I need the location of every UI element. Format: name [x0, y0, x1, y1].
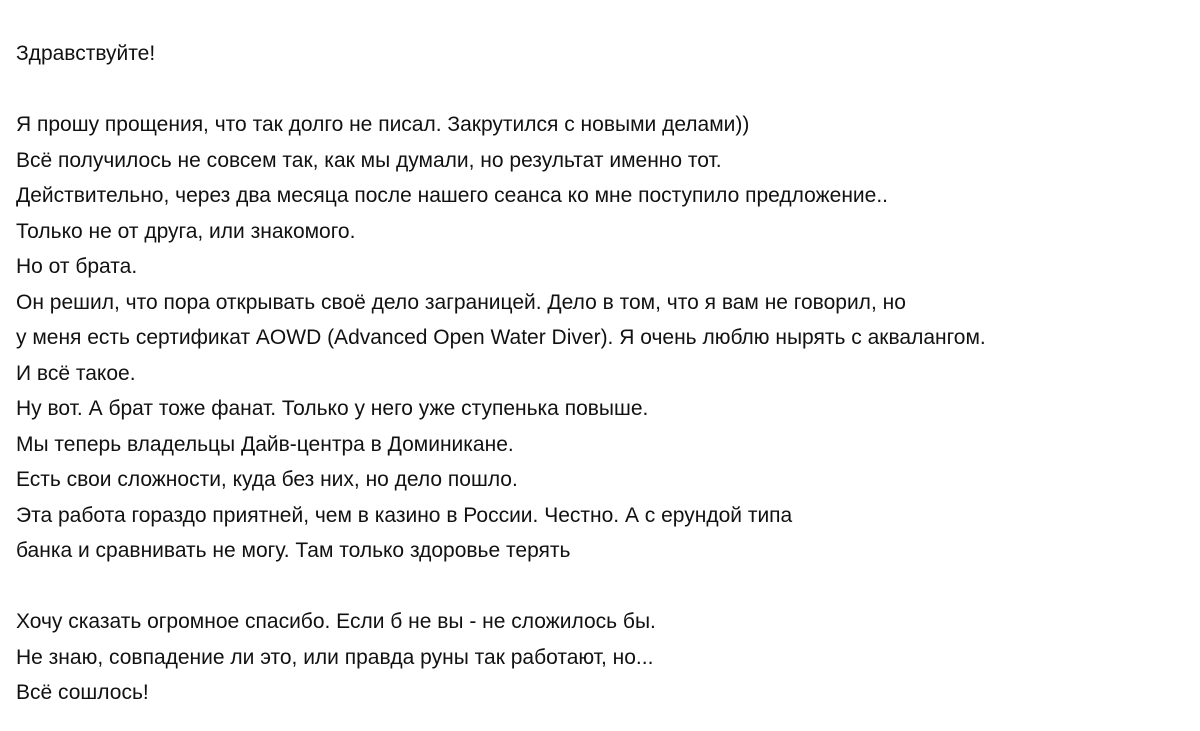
- closing-line: Не знаю, совпадение ли это, или правда руны так работают, но...: [16, 645, 654, 669]
- paragraph-gap: [16, 72, 1186, 108]
- body-line: И всё такое.: [16, 361, 136, 385]
- body-line: Ну вот. А брат тоже фанат. Только у него уже ступенька повыше.: [16, 397, 649, 420]
- body-line: Есть свои сложности, куда без них, но дело пошло.: [16, 468, 518, 491]
- body-line: Он решил, что пора открывать своё дело заграницей. Дело в том, что я вам не говорил, но: [16, 290, 906, 314]
- body-line: Эта работа гораздо приятней, чем в казино в России. Честно. А с ерундой типа: [16, 503, 793, 527]
- body-line: Мы теперь владельцы Дайв-центра в Доминикане.: [16, 432, 514, 456]
- letter-text: [16, 36, 1186, 711]
- body-line: банка и сравнивать не могу. Там только здоровье терять: [16, 539, 571, 562]
- body-line: у меня есть сертификат AOWD (Advanced Open Water Diver). Я очень люблю нырять с аквалангом.: [16, 326, 986, 349]
- greeting-line: Здравствуйте!: [16, 42, 156, 65]
- body-line: Действительно, через два месяца после нашего сеанса ко мне поступило предложение..: [16, 184, 888, 207]
- body-line: Только не от друга, или знакомого.: [16, 219, 356, 243]
- body-line: Я прошу прощения, что так долго не писал. Закрутился с новыми делами)): [16, 113, 750, 136]
- paragraph-gap: [16, 569, 1186, 605]
- closing-line: Хочу сказать огромное спасибо. Если б не вы - не сложилось бы.: [16, 610, 656, 633]
- closing-line: Всё сошлось!: [16, 681, 149, 704]
- body-line: Всё получилось не совсем так, как мы думали, но результат именно тот.: [16, 148, 722, 172]
- body-line: Но от брата.: [16, 255, 138, 278]
